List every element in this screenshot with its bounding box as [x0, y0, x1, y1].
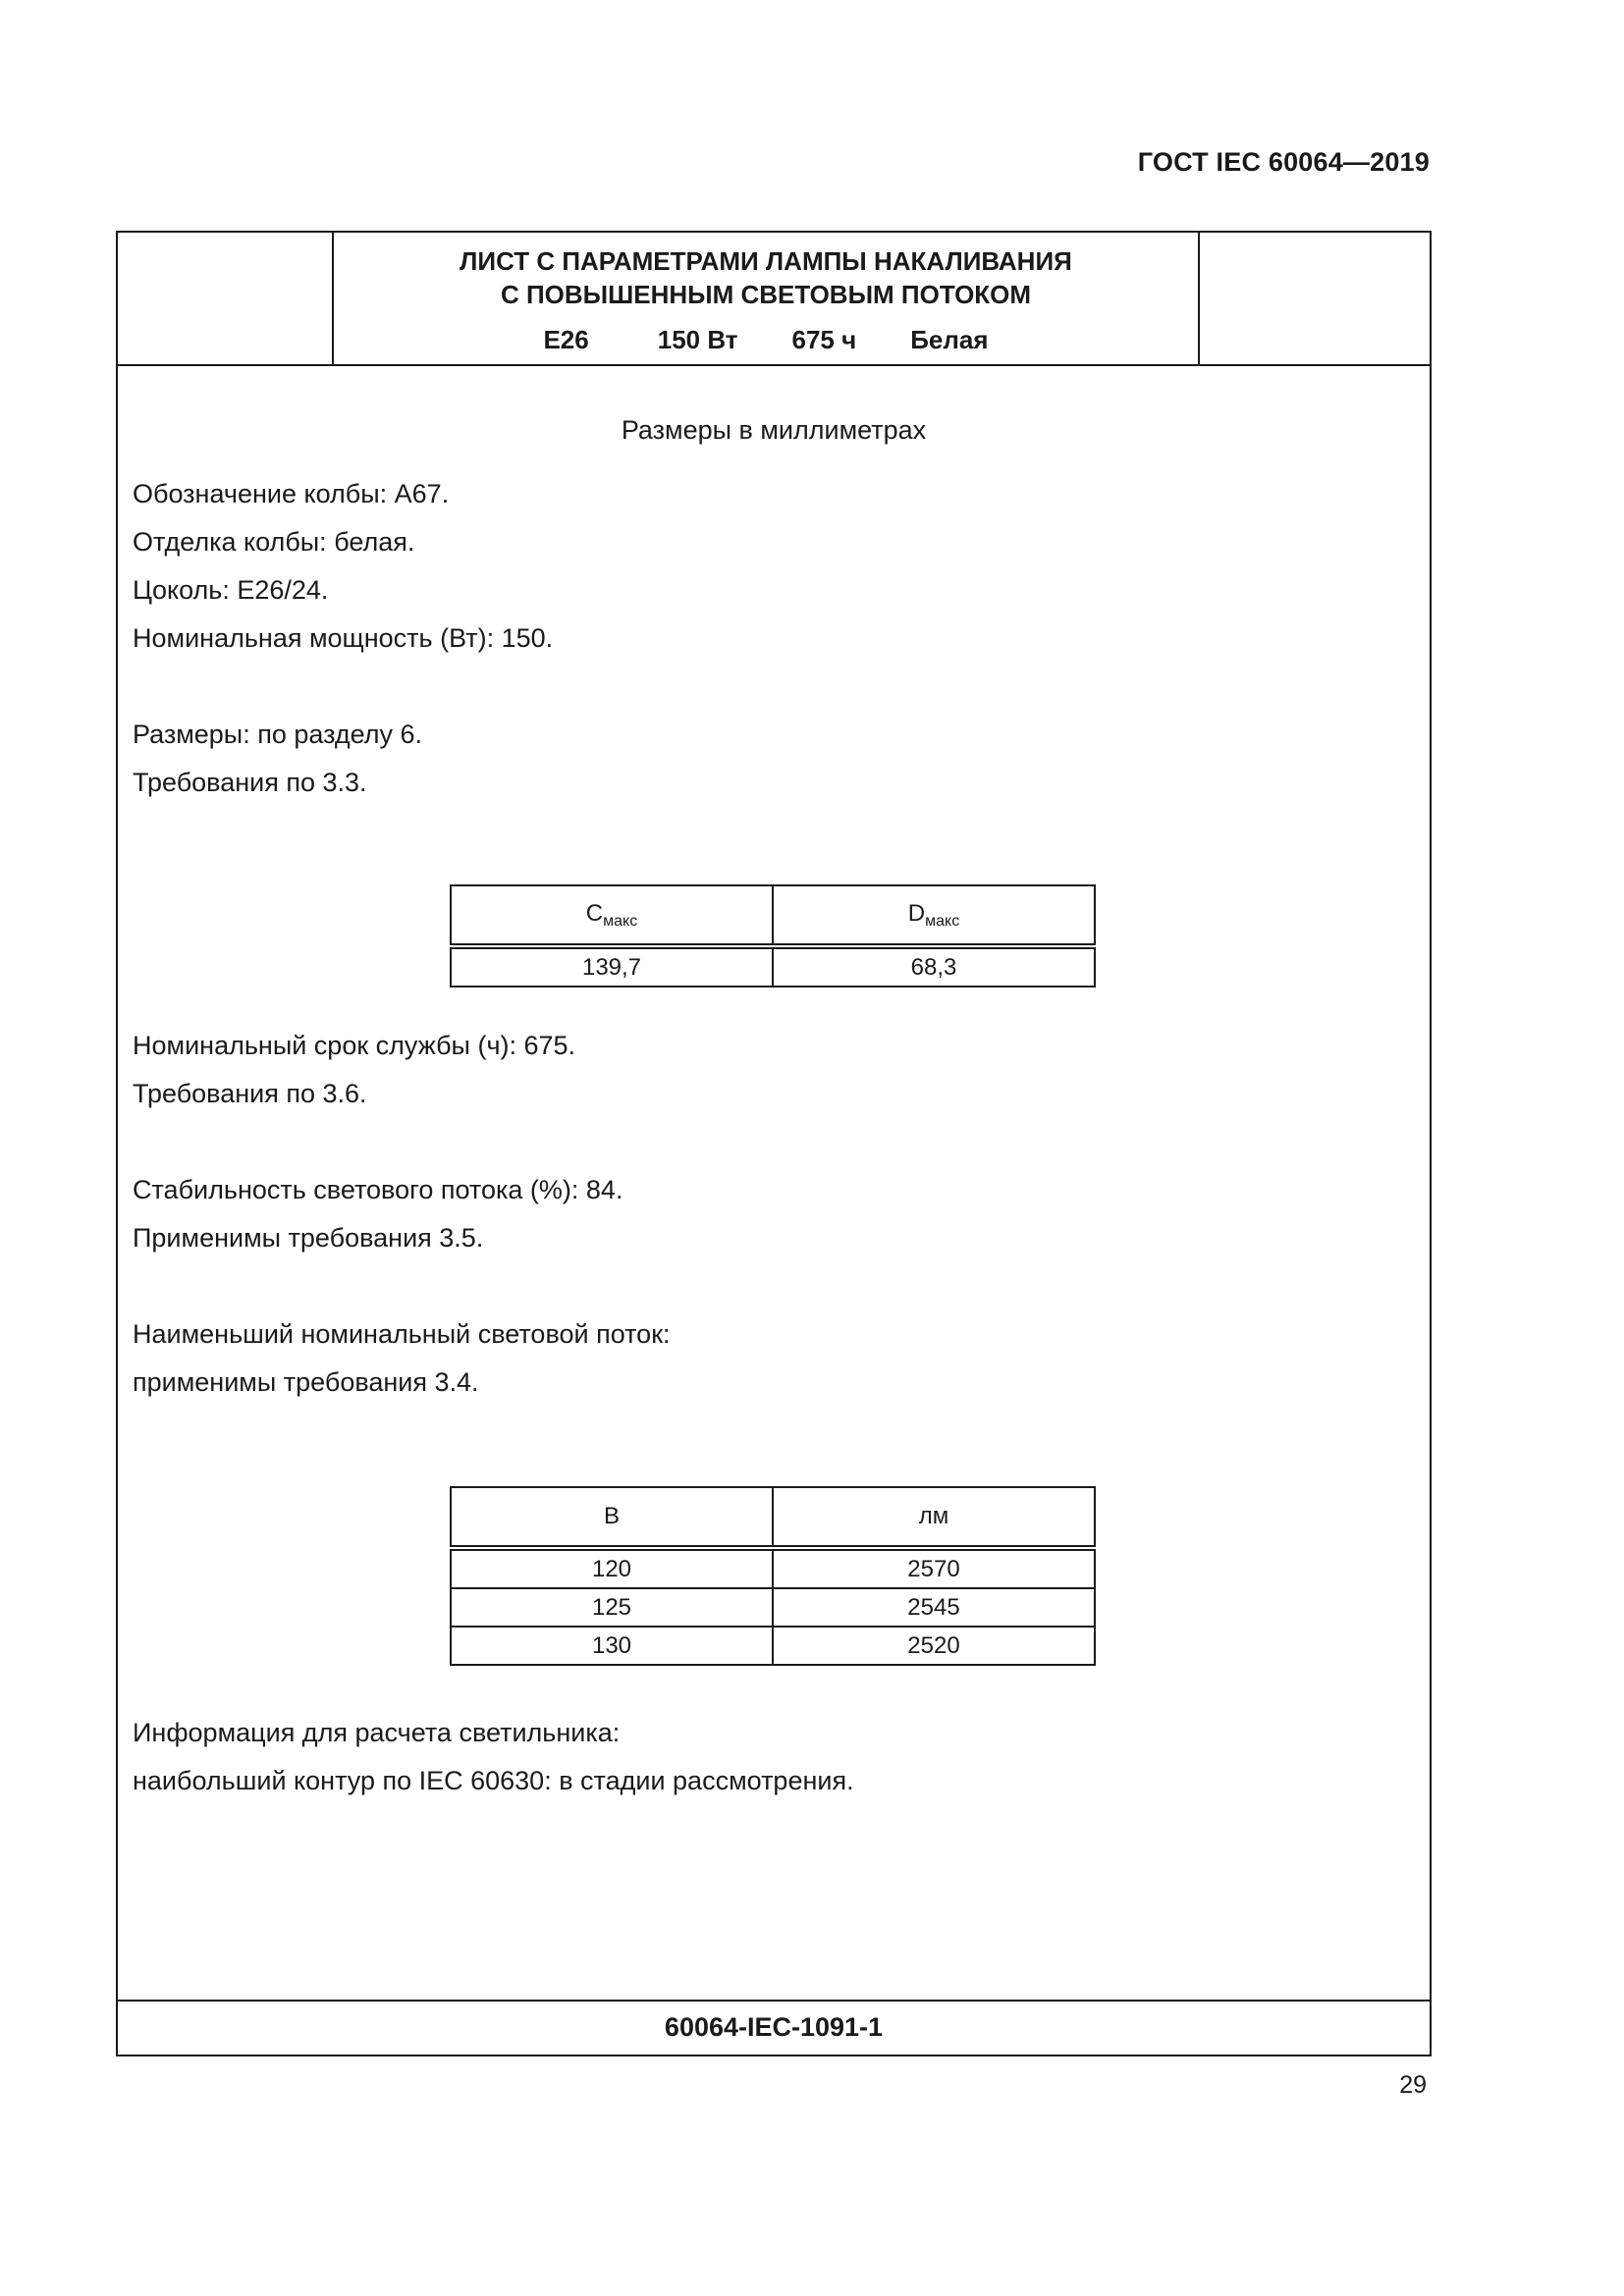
spec-cap: E26 [543, 325, 589, 354]
table-cell: 2520 [773, 1627, 1095, 1665]
requirements-3-4: применимы требования 3.4. [133, 1367, 479, 1397]
table-cell: 2570 [773, 1548, 1095, 1588]
table-cell: 125 [451, 1588, 773, 1627]
table-header-row [451, 885, 1095, 946]
requirements-3-3: Требования по 3.3. [133, 768, 367, 797]
sheet-code-footer: 60064-IEC-1091-1 [118, 2000, 1430, 2055]
table-cell: 130 [451, 1627, 773, 1665]
column-header-lumen: лм [773, 1487, 1095, 1548]
dimensions-note: Размеры: по разделу 6. [133, 720, 423, 749]
flux-table [450, 1486, 1096, 1666]
data-sheet-frame [116, 231, 1432, 2056]
column-header-c-max: $C_{макс}$ [451, 885, 773, 946]
table-row [451, 1588, 1095, 1627]
bulb-designation: Обозначение колбы: A67. [133, 479, 450, 508]
dimension-table [450, 884, 1096, 988]
page-number: 29 [1399, 2071, 1427, 2099]
sheet-header [118, 233, 1430, 366]
rated-power: Номинальная мощность (Вт): 150. [133, 623, 554, 653]
table-cell: 120 [451, 1548, 773, 1588]
header-right-cell [1198, 233, 1430, 364]
sheet-body [118, 366, 1430, 1874]
table-row [451, 1548, 1095, 1588]
sheet-title [334, 244, 1198, 311]
header-center-cell [334, 233, 1198, 364]
lamp-spec-line [334, 325, 1198, 355]
spec-power: 150 Вт [657, 325, 738, 354]
standard-number: ГОСТ IEC 60064—2019 [1137, 147, 1430, 177]
minimum-flux: Наименьший номинальный световой поток: [133, 1319, 671, 1349]
header-left-cell [118, 233, 334, 364]
table-header-row [451, 1487, 1095, 1548]
rated-life: Номинальный срок службы (ч): 675. [133, 1031, 576, 1060]
bulb-finish: Отделка колбы: белая. [133, 527, 415, 557]
requirements-3-5: Применимы требования 3.5. [133, 1223, 484, 1253]
table-row [451, 1627, 1095, 1665]
table-cell: 2545 [773, 1588, 1095, 1627]
requirements-3-6: Требования по 3.6. [133, 1079, 367, 1108]
spec-finish: Белая [910, 325, 989, 354]
cap-designation: Цоколь: E26/24. [133, 575, 329, 605]
luminaire-info: Информация для расчета светильника: [133, 1718, 621, 1747]
column-header-voltage: В [451, 1487, 773, 1548]
lumen-maintenance: Стабильность светового потока (%): 84. [133, 1175, 623, 1204]
spec-life: 675 ч [791, 325, 857, 354]
sheet-title-line-1: ЛИСТ С ПАРАМЕТРАМИ ЛАМПЫ НАКАЛИВАНИЯ [460, 246, 1072, 276]
table-row [451, 946, 1095, 987]
column-header-d-max: $D_{макс}$ [773, 885, 1095, 946]
sheet-title-line-2: С ПОВЫШЕННЫМ СВЕТОВЫМ ПОТОКОМ [500, 280, 1032, 309]
table-cell: 139,7 [451, 946, 773, 987]
max-outline: наибольший контур по IEC 60630: в стадии рассмотрения. [133, 1766, 854, 1795]
units-note: Размеры в миллиметрах [621, 415, 927, 445]
table-cell: 68,3 [773, 946, 1095, 987]
